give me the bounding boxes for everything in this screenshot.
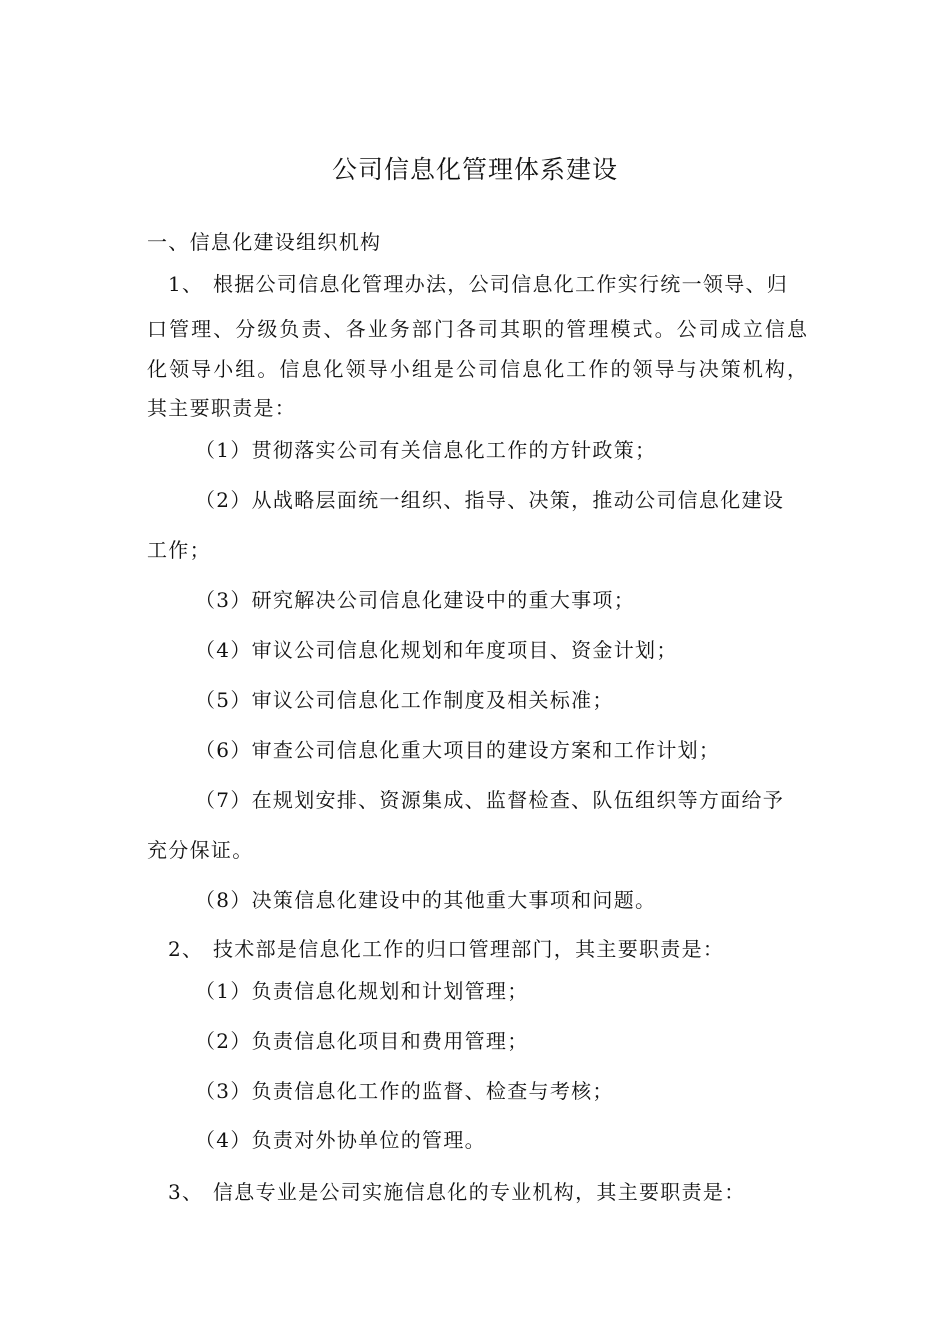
list-item: （4）审议公司信息化规划和年度项目、资金计划； xyxy=(195,638,678,662)
paragraph-line: 其主要职责是： xyxy=(147,396,297,420)
list-item: （2）负责信息化项目和费用管理； xyxy=(195,1029,529,1053)
list-item: （3）负责信息化工作的监督、检查与考核； xyxy=(195,1079,614,1103)
document-title: 公司信息化管理体系建设 xyxy=(331,155,618,184)
item-number: 2、 xyxy=(168,937,204,961)
list-item: （7）在规划安排、资源集成、监督检查、队伍组织等方面给予 xyxy=(195,788,785,812)
item-number: 3、 xyxy=(168,1180,204,1204)
paragraph-line: 根据公司信息化管理办法，公司信息化工作实行统一领导、归 xyxy=(213,272,789,296)
list-item: （1）贯彻落实公司有关信息化工作的方针政策； xyxy=(195,438,657,462)
list-item-continuation: 工作； xyxy=(147,538,211,562)
paragraph-line: 口管理、分级负责、各业务部门各司其职的管理模式。公司成立信息 xyxy=(147,317,807,341)
list-item: （8）决策信息化建设中的其他重大事项和问题。 xyxy=(195,888,657,912)
list-item: （2）从战略层面统一组织、指导、决策，推动公司信息化建设 xyxy=(195,488,785,512)
list-item: （4）负责对外协单位的管理。 xyxy=(195,1128,486,1152)
list-item: （3）研究解决公司信息化建设中的重大事项； xyxy=(195,588,636,612)
list-item: （1）负责信息化规划和计划管理； xyxy=(195,979,529,1003)
paragraph-line: 信息专业是公司实施信息化的专业机构，其主要职责是： xyxy=(213,1180,746,1204)
list-item-continuation: 充分保证。 xyxy=(147,838,254,862)
paragraph-line: 化领导小组。信息化领导小组是公司信息化工作的领导与决策机构， xyxy=(147,357,807,381)
section-heading: 一、信息化建设组织机构 xyxy=(147,230,382,254)
list-item: （5）审议公司信息化工作制度及相关标准； xyxy=(195,688,614,712)
list-item: （6）审查公司信息化重大项目的建设方案和工作计划； xyxy=(195,738,721,762)
paragraph-line: 技术部是信息化工作的归口管理部门，其主要职责是： xyxy=(213,937,725,961)
item-number: 1、 xyxy=(168,272,204,296)
